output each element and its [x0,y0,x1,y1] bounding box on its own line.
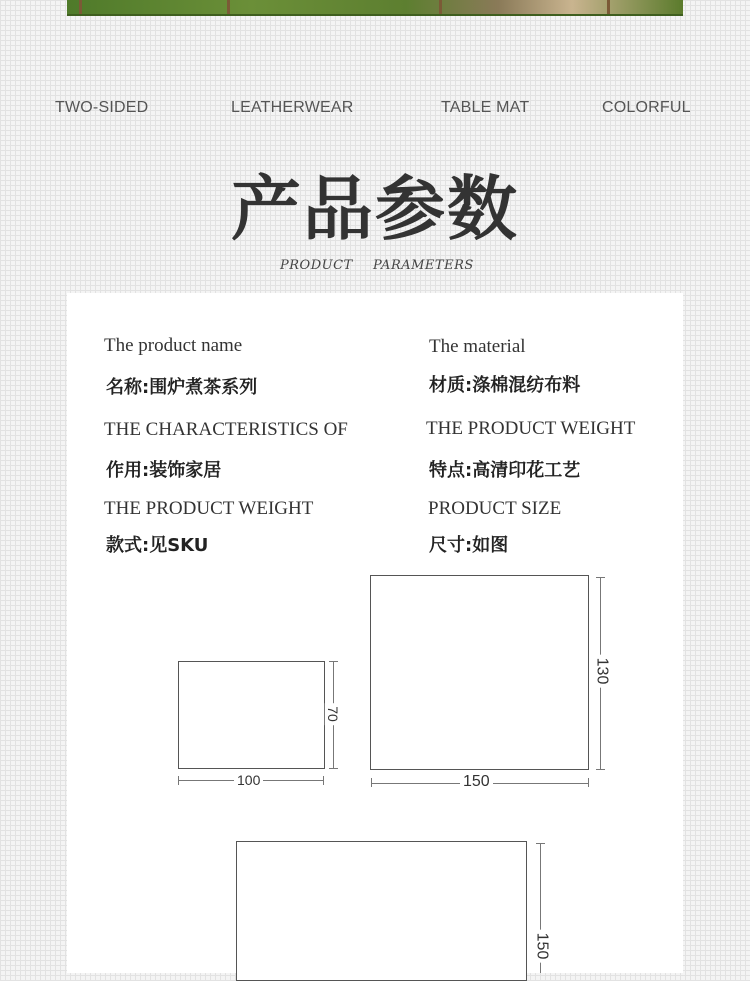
table-leg [439,0,442,14]
dimension-tick [329,768,338,769]
section-subtitle-product: PRODUCT [280,258,353,273]
size-diagram-medium [370,575,589,770]
small-height-label: 70 [325,703,341,725]
size-diagram-large [236,841,527,981]
dimension-tick [371,778,372,787]
section-title: 产品参数 [231,168,519,250]
tag-leatherwear: LEATHERWEAR [231,99,354,116]
dimension-tick [178,776,179,785]
large-height-label: 150 [532,930,550,963]
param-label-weight: THE PRODUCT WEIGHT [426,418,636,439]
param-value-style: 款式:见SKU [106,535,209,556]
small-width-label: 100 [234,772,263,788]
product-photo [67,0,683,16]
param-label-material: The material [429,336,526,357]
chair-leg [79,0,82,14]
tag-colorful: COLORFUL [602,99,691,116]
param-value-feature: 特点:高清印花工艺 [429,460,581,481]
medium-width-label: 150 [460,773,493,791]
param-label-characteristics: THE CHARACTERISTICS OF [104,419,348,440]
dimension-tick [323,776,324,785]
param-value-function: 作用:装饰家居 [106,460,222,481]
param-value-size: 尺寸:如图 [429,535,509,556]
dimension-tick [588,778,589,787]
medium-height-label: 130 [592,655,610,688]
param-label-size: PRODUCT SIZE [428,498,562,519]
param-value-material: 材质:涤棉混纺布料 [429,375,581,396]
param-label-weight-2: THE PRODUCT WEIGHT [104,498,314,519]
dimension-tick [596,577,605,578]
table-leg [607,0,610,14]
chair-leg [227,0,230,14]
tag-two-sided: TWO-SIDED [55,99,149,116]
parameter-card [67,293,683,973]
size-diagram-small [178,661,325,769]
param-value-name: 名称:围炉煮茶系列 [106,377,258,398]
tag-table-mat: TABLE MAT [441,99,530,116]
dimension-tick [596,769,605,770]
dimension-tick [329,661,338,662]
param-label-name: The product name [104,335,243,356]
section-subtitle-parameters: PARAMETERS [373,258,474,273]
dimension-tick [536,843,545,844]
